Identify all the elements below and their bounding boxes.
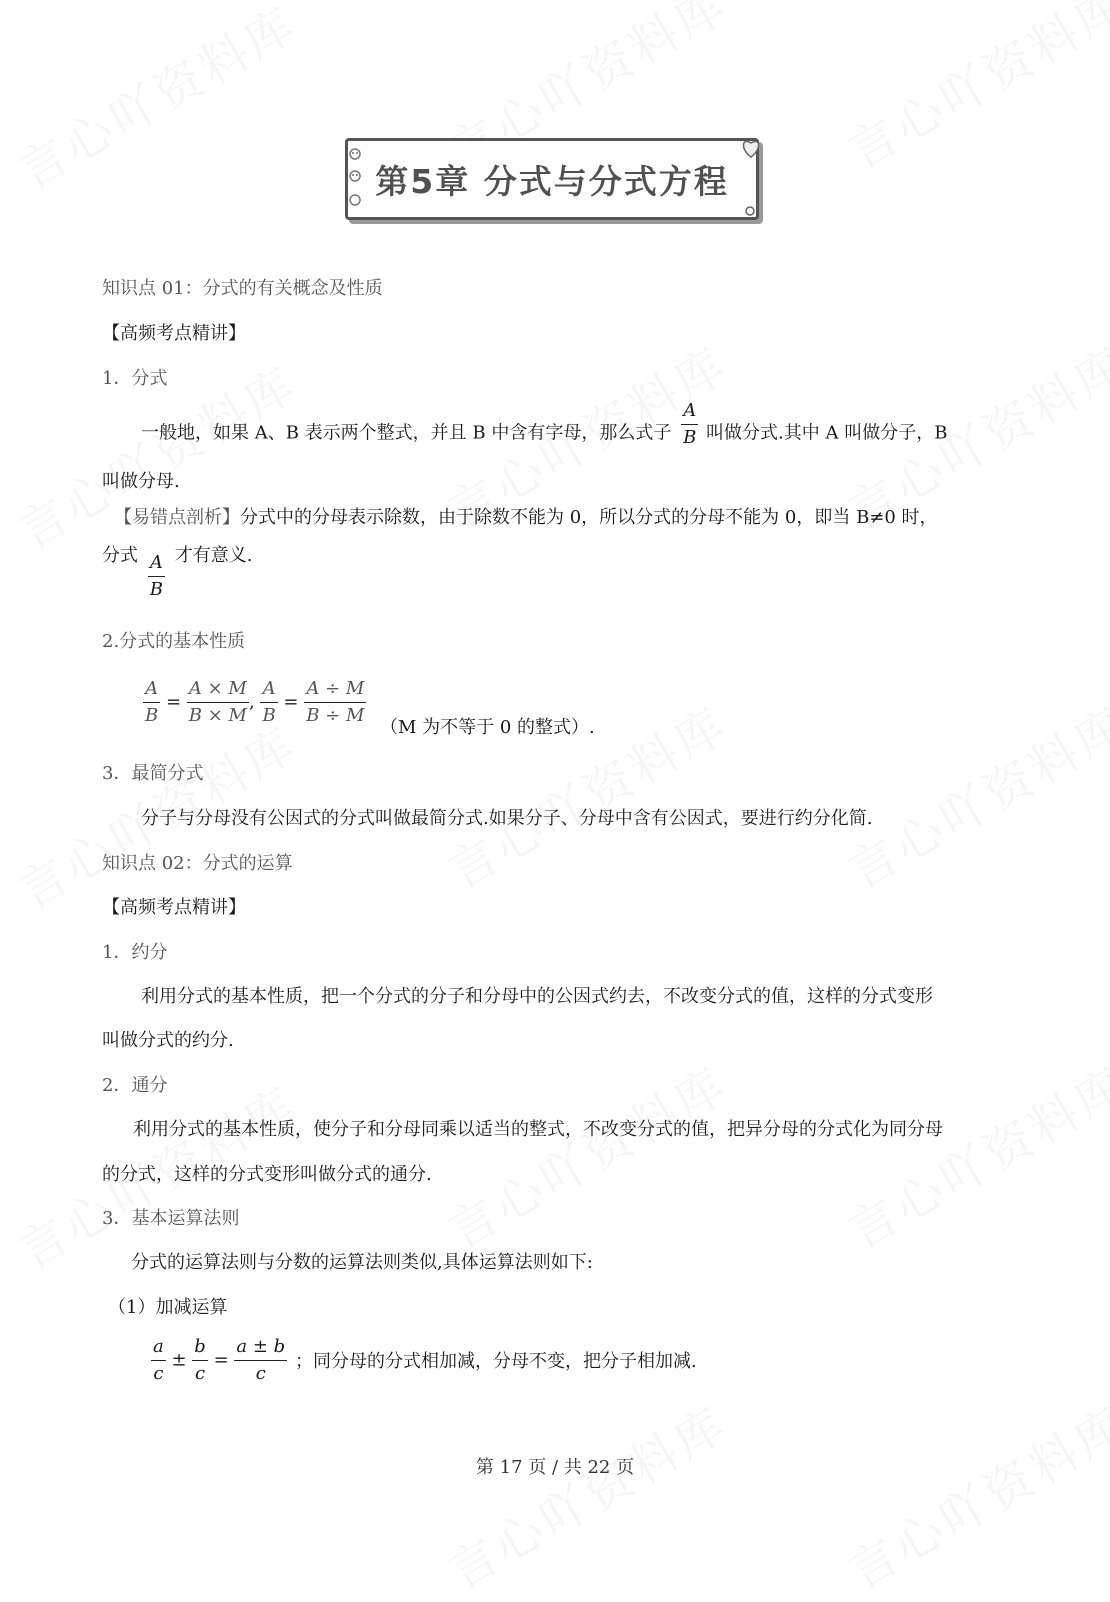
paragraph-text: 一般地，如果 A、B 表示两个整式，并且 B 中含有字母，那么式子 (141, 422, 672, 444)
fraction-axm-over-bxm (187, 676, 249, 729)
watermark (434, 1047, 739, 1263)
watermark (834, 0, 1110, 182)
formula-description: ；同分母的分式相加减，分母不变，把分子相加减. (295, 1351, 697, 1372)
tip-text: 分式 (102, 545, 138, 566)
numerator: b (194, 1336, 206, 1357)
paragraph (141, 400, 948, 451)
fraction-b-over-c (192, 1334, 208, 1387)
watermark (834, 687, 1110, 903)
paragraph: 分式的运算法则与分数的运算法则类似,具体运算法则如下: (131, 1252, 593, 1273)
watermark (4, 0, 309, 202)
tip-text: 才有意义. (174, 545, 253, 566)
subsection-heading: 2.分式的基本性质 (102, 631, 246, 652)
section-tag: 【高频考点精讲】 (102, 897, 246, 918)
paragraph: 叫做分母. (102, 471, 180, 492)
section-tag: 【高频考点精讲】 (102, 323, 246, 344)
denominator: c (192, 1360, 208, 1387)
denominator: B (681, 424, 698, 451)
sub-heading: （1）加减运算 (108, 1297, 228, 1318)
denominator: B (148, 576, 165, 603)
subsection-heading: 2．通分 (102, 1075, 168, 1096)
tip-label: 【易错点剖析】 (114, 507, 240, 528)
tip-paragraph (102, 543, 252, 603)
denominator: B ÷ M (304, 702, 366, 729)
fraction-a-over-b (260, 676, 277, 729)
fraction-a-over-b (148, 550, 165, 603)
section-title: 知识点 02：分式的运算 (102, 853, 293, 874)
basic-property-formula (143, 676, 366, 729)
subsection-heading: 1．约分 (102, 942, 168, 963)
equals-sign: = (165, 691, 182, 713)
denominator: c (234, 1360, 287, 1387)
chapter-title-banner (345, 138, 759, 220)
fraction-apmb-over-c (234, 1334, 287, 1387)
tip-paragraph (114, 505, 938, 531)
denominator: B (143, 702, 160, 729)
comma: , (248, 691, 255, 713)
paragraph: 利用分式的基本性质，使分子和分母同乘以适当的整式，不改变分式的值，把异分母的分式化为同分母 (133, 1119, 943, 1140)
paragraph-text: 叫做分式.其中 A 叫做分子，B (706, 422, 948, 444)
watermark (834, 1047, 1110, 1263)
paragraph: 的分式，这样的分式变形叫做分式的通分. (102, 1164, 432, 1185)
numerator: A × M (188, 678, 247, 699)
section-title: 知识点 01：分式的有关概念及性质 (102, 278, 383, 299)
paragraph: 利用分式的基本性质，把一个分式的分子和分母中的公因式约去，不改变分式的值，这样的分式变形 (141, 986, 933, 1007)
denominator: B × M (187, 702, 249, 729)
plus-minus-sign: ± (171, 1349, 187, 1371)
paragraph: 叫做分式的约分. (102, 1030, 234, 1051)
formula-note: （M 为不等于 0 的整式）. (380, 717, 595, 738)
subsection-heading: 3．基本运算法则 (102, 1208, 240, 1229)
tip-text: 分式中的分母表示除数，由于除数不能为 0，所以分式的分母不能为 0，即当 B≠0 时， (240, 507, 938, 528)
denominator: c (151, 1360, 166, 1387)
equals-sign: = (283, 691, 299, 713)
numerator: a (153, 1336, 164, 1357)
fraction-adm-over-bdm (304, 676, 366, 729)
watermark (834, 1387, 1110, 1602)
numerator: A (149, 552, 163, 573)
fraction-a-over-b (143, 676, 160, 729)
fraction-a-over-c (151, 1334, 166, 1387)
cartoon-decoration-icon (347, 146, 363, 210)
chapter-title: 第5章 分式与分式方程 (375, 161, 729, 201)
watermark (434, 1387, 739, 1602)
denominator: B (260, 702, 277, 729)
subsection-heading: 1．分式 (102, 368, 168, 389)
numerator: A (262, 678, 276, 699)
equals-sign: = (213, 1349, 229, 1371)
heart-decoration-icon (736, 135, 766, 217)
add-subtract-formula (151, 1334, 287, 1387)
numerator: A (145, 678, 159, 699)
page-number: 第 17 页 / 共 22 页 (475, 1457, 635, 1478)
paragraph: 分子与分母没有公因式的分式叫做最简分式.如果分子、分母中含有公因式，要进行约分化简. (141, 808, 873, 829)
fraction-a-over-b (681, 398, 698, 451)
numerator: A (683, 400, 697, 421)
numerator: a ± b (236, 1336, 286, 1357)
numerator: A ÷ M (306, 678, 365, 699)
subsection-heading: 3．最简分式 (102, 763, 204, 784)
